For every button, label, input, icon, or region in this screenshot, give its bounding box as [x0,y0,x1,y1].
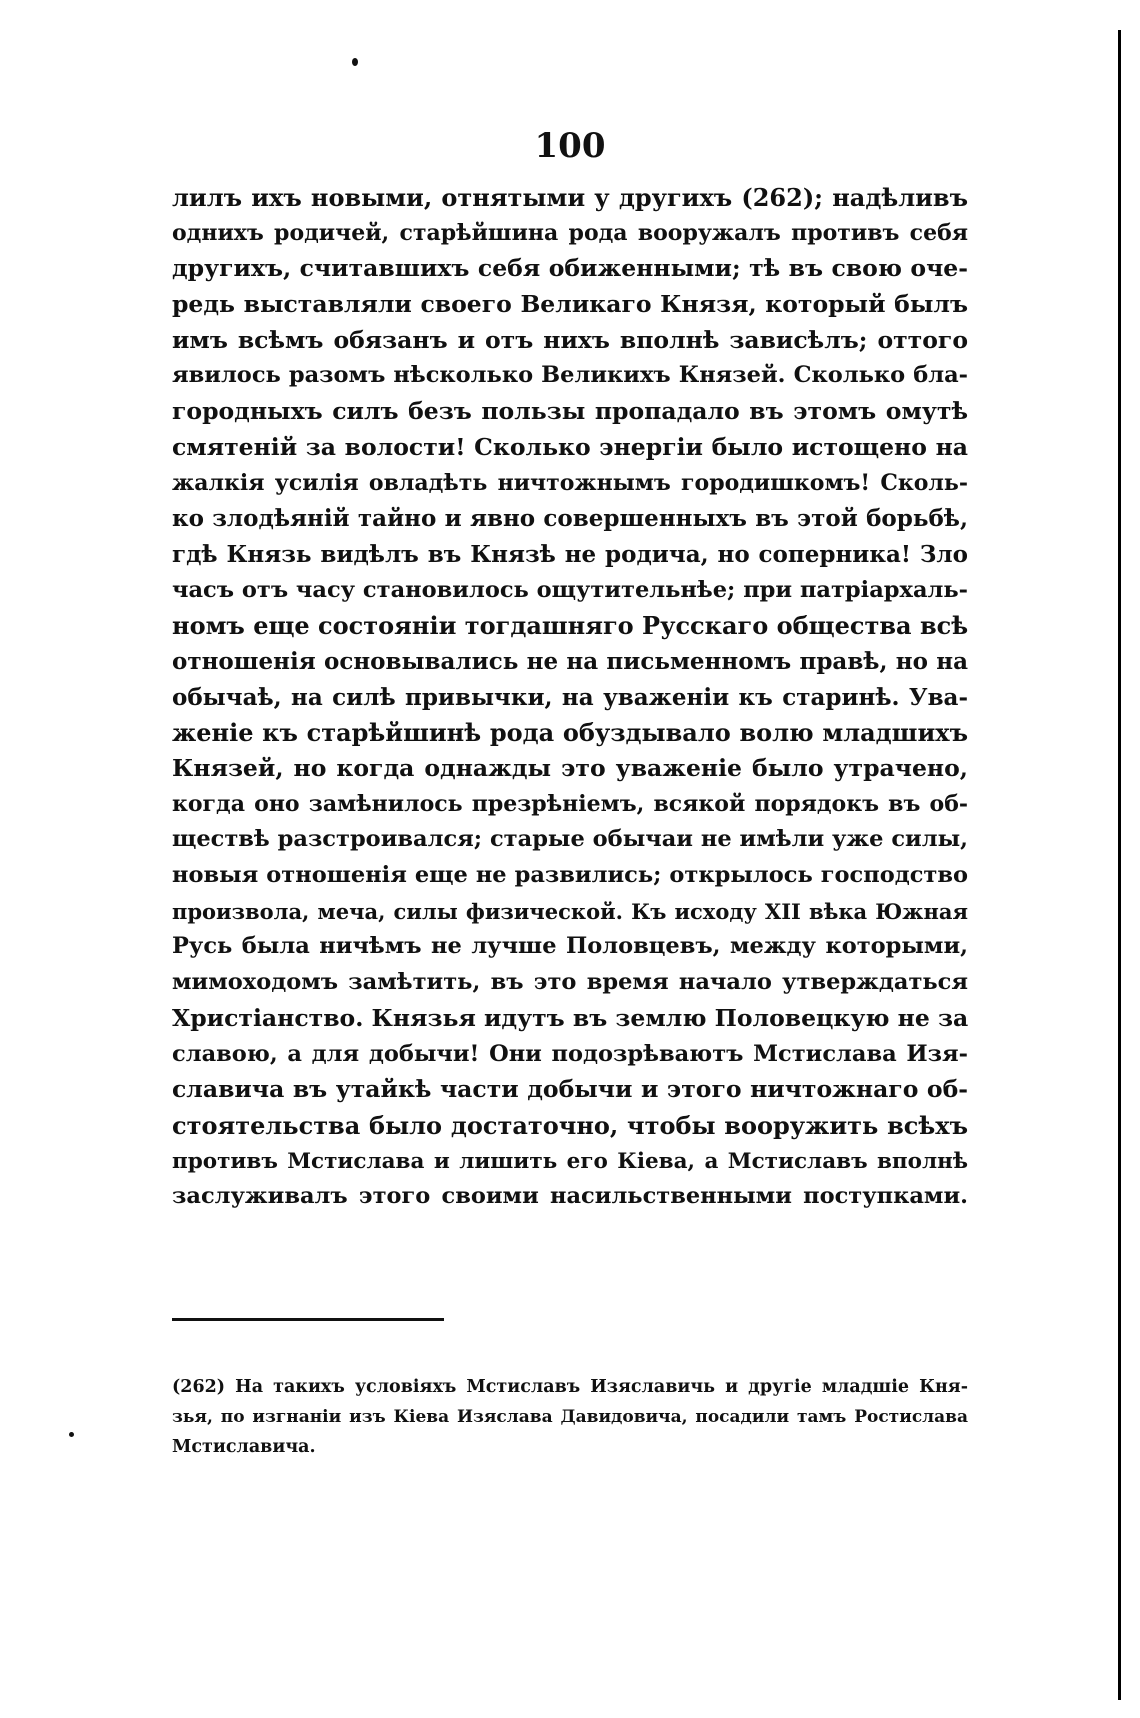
text-line: Русь была ничѣмъ не лучше Половцевъ, между которыми, [172,933,968,960]
text-line: номъ еще состояніи тогдашняго Русскаго общества всѣ [172,611,968,641]
text-line: отношенія основывались не на письменномъ правѣ, но на [172,647,968,675]
text-line: противъ Мстислава и лишить его Кіева, а Мстиславъ вполнѣ [172,1148,968,1174]
text-line: славича въ утайкѣ части добычи и этого ничтожнаго об- [172,1075,968,1104]
footnote [172,1372,968,1462]
text-line: имъ всѣмъ обязанъ и отъ нихъ вполнѣ зависѣлъ; оттого [172,325,968,354]
body-text [172,180,968,1215]
text-line: женіе къ старѣйшинѣ рода обуздывало волю младшихъ [172,718,968,748]
text-line: явилось разомъ нѣсколько Великихъ Князей. Сколько бла- [172,362,968,389]
text-line: мимоходомъ замѣтить, въ это время начало утверждаться [172,969,968,996]
text-line: другихъ, считавшихъ себя обиженными; тѣ въ свою оче- [172,254,968,283]
footnote-line: Мстиславича. [172,1437,316,1457]
text-line: ществѣ разстроивался; старые обычаи не имѣли уже силы, [172,826,968,853]
ink-speck [352,58,358,66]
text-line: часъ отъ часу становилось ощутительнѣе; при патріархаль- [172,576,968,603]
text-line: когда оно замѣнилось презрѣніемъ, всякой порядокъ въ об- [172,790,968,817]
text-line: Князей, но когда однажды это уваженіе было утрачено, [172,754,968,782]
footnote-divider [172,1318,444,1321]
text-line: славою, а для добычи! Они подозрѣваютъ Мстислава Изя- [172,1040,968,1067]
text-line: городныхъ силъ безъ пользы пропадало въ этомъ омутѣ [172,397,968,426]
footnote-line: зья, по изгнаніи изъ Кіева Изяслава Давидовича, посадили тамъ Ростислава [172,1407,968,1427]
text-line: стоятельства было достаточно, чтобы вооружить всѣхъ [172,1110,968,1140]
text-line: смятеній за волости! Сколько энергіи было истощено на [172,432,968,461]
text-line: произвола, меча, силы физической. Къ исходу XII вѣка Южная [172,898,968,924]
text-line: Христіанство. Князья идутъ въ землю Половецкую не за [172,1003,968,1032]
ink-speck [69,1432,74,1437]
page-edge-rule [1118,30,1121,1700]
footnote-line: (262) На такихъ условіяхъ Мстиславъ Изяславичь и другіе младшіе Кня- [172,1377,968,1397]
text-line: новыя отношенія еще не развились; открылось господство [172,862,968,889]
text-line: жалкія усилія овладѣть ничтожнымъ городишкомъ! Сколь- [172,469,968,496]
text-line: редь выставляли своего Великаго Князя, который былъ [172,290,968,319]
page-number: 100 [534,126,606,166]
text-line: гдѣ Князь видѣлъ въ Князѣ не родича, но соперника! Зло [172,540,968,568]
text-line: лилъ ихъ новыми, отнятыми у другихъ (262); надѣливъ [172,183,968,212]
text-line: заслуживалъ этого своими насильственными поступками. [172,1183,968,1210]
text-line: ко злодѣяній тайно и явно совершенныхъ въ этой борьбѣ, [172,505,968,533]
text-line: обычаѣ, на силѣ привычки, на уваженіи къ старинѣ. Ува- [172,683,968,711]
text-line: однихъ родичей, старѣйшина рода вооружалъ противъ себя [172,219,968,246]
